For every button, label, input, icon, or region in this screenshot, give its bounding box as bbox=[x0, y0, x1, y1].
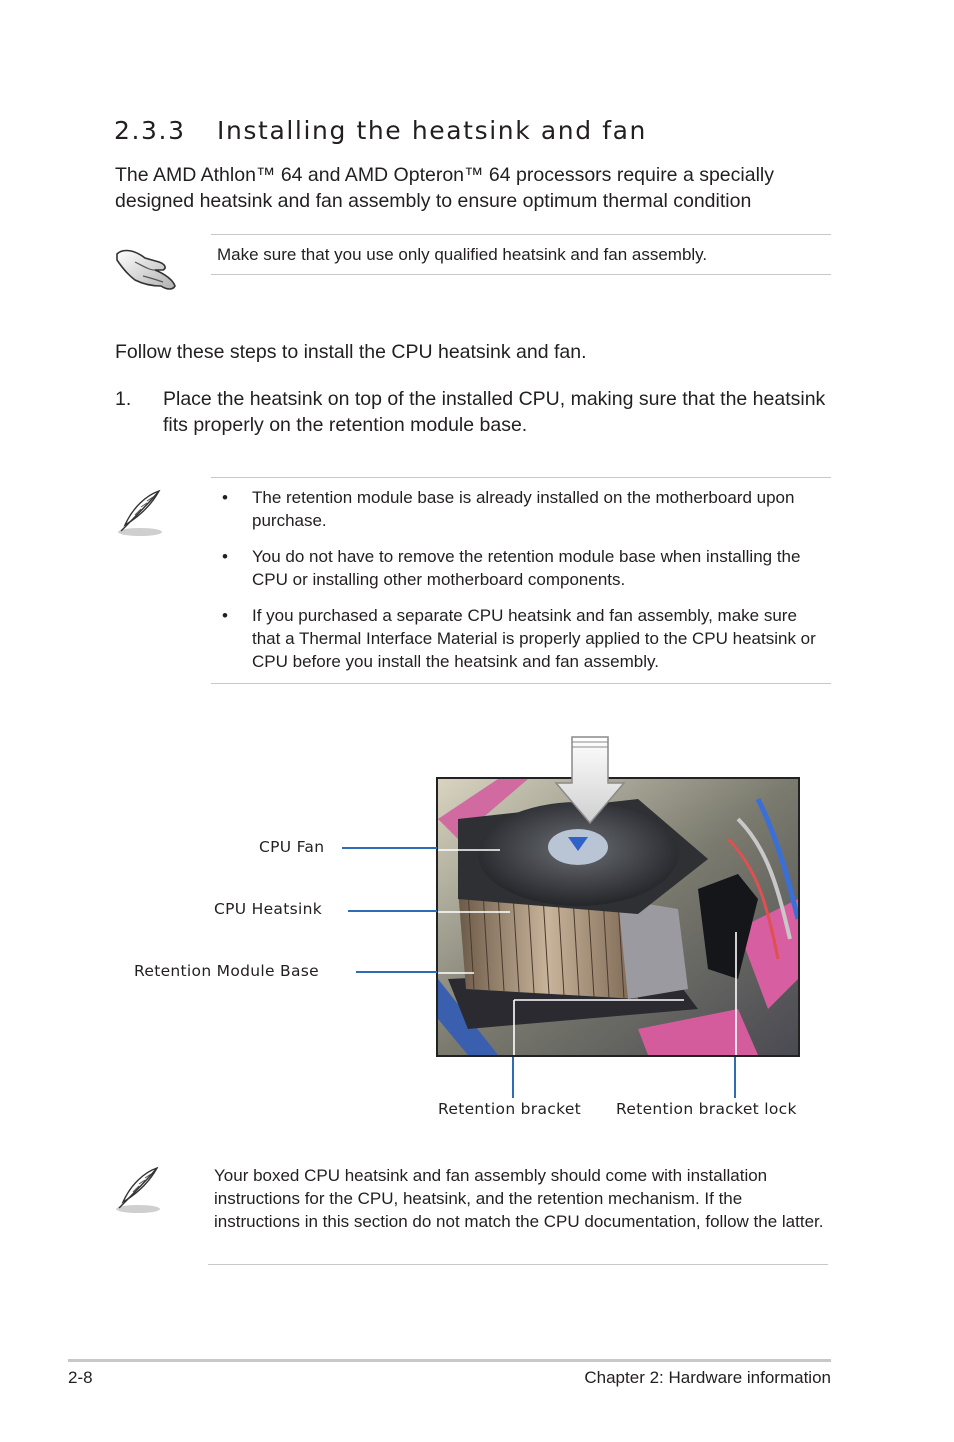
section-heading bbox=[114, 116, 647, 145]
final-note-rule bbox=[208, 1264, 828, 1265]
caution-rule-top bbox=[211, 234, 831, 235]
steps-intro: Follow these steps to install the CPU heatsink and fan. bbox=[115, 341, 587, 363]
section-title: Installing the heatsink and fan bbox=[217, 116, 647, 145]
note-item-text: If you purchased a separate CPU heatsink and fan assembly, make sure that a Thermal Interface Material is properly applied to the CPU heatsink or CPU before you install the heatsink and fan assembly. bbox=[252, 606, 816, 671]
intro-paragraph: The AMD Athlon™ 64 and AMD Opteron™ 64 processors require a specially designed heatsink and fan assembly to ensure optimum thermal condition bbox=[115, 164, 774, 212]
note-item-text: You do not have to remove the retention module base when installing the CPU or installing other motherboard components. bbox=[252, 547, 801, 589]
label-cpu-heatsink: CPU Heatsink bbox=[214, 900, 322, 918]
note-item bbox=[212, 545, 826, 591]
bullet: • bbox=[222, 547, 228, 566]
caution-hand-icon bbox=[113, 240, 181, 292]
label-retention-module-base: Retention Module Base bbox=[134, 962, 319, 980]
final-note-text: Your boxed CPU heatsink and fan assembly should come with installation instructions for the CPU, heatsink, and the retention mechanism. If the instructions in this section do not match the CPU documentation, follow the latter. bbox=[214, 1166, 824, 1231]
label-retention-bracket-lock: Retention bracket lock bbox=[616, 1100, 797, 1118]
bullet: • bbox=[222, 606, 228, 625]
label-cpu-fan: CPU Fan bbox=[259, 838, 325, 856]
note-feather-icon bbox=[111, 1164, 165, 1216]
caution-rule-bottom bbox=[211, 274, 831, 275]
chapter-title: Chapter 2: Hardware information bbox=[584, 1368, 831, 1387]
notes-list bbox=[212, 486, 826, 686]
note-item bbox=[212, 486, 826, 532]
step-number: 1. bbox=[115, 388, 132, 410]
notes-rule-top bbox=[211, 477, 831, 478]
note-item bbox=[212, 604, 826, 673]
bullet: • bbox=[222, 488, 228, 507]
footer-rule bbox=[68, 1359, 831, 1362]
note-item-text: The retention module base is already installed on the motherboard upon purchase. bbox=[252, 488, 795, 530]
section-number: 2.3.3 bbox=[114, 116, 186, 145]
note-feather-icon bbox=[113, 487, 167, 539]
notes-rule-bottom bbox=[211, 683, 831, 684]
caution-note-text: Make sure that you use only qualified heatsink and fan assembly. bbox=[217, 245, 708, 264]
label-retention-bracket: Retention bracket bbox=[438, 1100, 582, 1118]
step-text: Place the heatsink on top of the installed CPU, making sure that the heatsink fits properly on the retention module base. bbox=[163, 388, 826, 436]
page-number: 2-8 bbox=[68, 1368, 93, 1387]
down-arrow-icon bbox=[554, 735, 626, 825]
